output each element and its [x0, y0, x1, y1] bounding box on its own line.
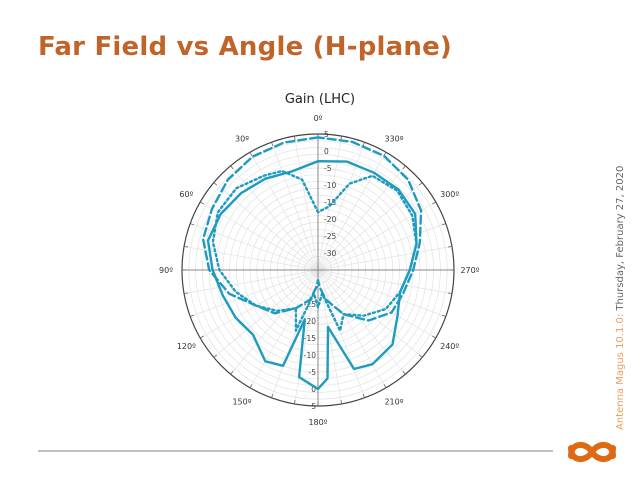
angle-label: 210º: [384, 397, 404, 407]
angle-label: 0º: [313, 114, 323, 123]
angle-label: 90º: [159, 266, 173, 275]
radial-label: -5: [308, 368, 316, 377]
angle-label: 330º: [384, 134, 404, 144]
radial-label: 5: [311, 402, 316, 411]
tick-mark: [200, 336, 203, 338]
radial-label: -25: [324, 232, 337, 241]
tick-mark: [190, 223, 194, 224]
tick-mark: [271, 394, 272, 398]
tick-mark: [294, 400, 295, 404]
tick-mark: [231, 166, 234, 169]
chart-title: Gain (LHC): [284, 92, 356, 107]
radial-label: 0: [324, 147, 329, 156]
tick-mark: [448, 293, 452, 294]
radial-label: 0: [311, 385, 316, 394]
tick-mark: [419, 355, 422, 358]
tick-mark: [250, 152, 252, 155]
radial-label: -10: [303, 351, 316, 360]
date-text: Thursday, February 27, 2020: [615, 165, 626, 314]
radial-label: 5: [324, 130, 329, 139]
tick-mark: [214, 355, 217, 358]
angle-label: 300º: [440, 190, 460, 199]
radial-label: -15: [303, 334, 316, 343]
angle-label: 240º: [440, 342, 460, 351]
tick-mark: [419, 183, 422, 186]
tick-mark: [363, 394, 364, 398]
tick-mark: [448, 246, 452, 247]
radial-label: -15: [324, 198, 337, 207]
tick-mark: [190, 315, 194, 316]
tick-mark: [200, 202, 203, 204]
radial-label: -10: [324, 181, 337, 190]
tick-mark: [403, 166, 406, 169]
tick-mark: [363, 142, 364, 146]
radial-label: -25: [303, 300, 316, 309]
tick-mark: [184, 293, 188, 294]
tick-mark: [250, 384, 252, 387]
tick-mark: [271, 142, 272, 146]
tick-mark: [432, 336, 435, 338]
tick-mark: [341, 400, 342, 404]
radial-label: -30: [324, 249, 337, 258]
angle-label: 150º: [232, 397, 252, 407]
tick-mark: [432, 202, 435, 204]
tick-mark: [184, 246, 188, 247]
radial-label: -20: [303, 317, 316, 326]
tick-mark: [384, 384, 386, 387]
footer-side-text: [615, 166, 626, 430]
angle-label: 120º: [176, 342, 196, 351]
angle-label: 30º: [235, 134, 249, 144]
angle-label: 180º: [308, 418, 328, 427]
tick-mark: [442, 223, 446, 224]
radial-label: -20: [324, 215, 337, 224]
product-version-text: Antenna Magus 10.1.0:: [615, 313, 626, 430]
angle-label: 60º: [179, 190, 194, 199]
footer-divider: [38, 450, 553, 452]
tick-mark: [403, 371, 406, 374]
antenna-magus-logo-icon: [566, 434, 618, 468]
tick-mark: [231, 371, 234, 374]
angle-label: 270º: [460, 266, 480, 275]
radial-label: -5: [324, 164, 332, 173]
tick-mark: [214, 183, 217, 186]
tick-mark: [442, 315, 446, 316]
slide-title: Far Field vs Angle (H-plane): [38, 32, 452, 62]
tick-mark: [294, 136, 295, 140]
